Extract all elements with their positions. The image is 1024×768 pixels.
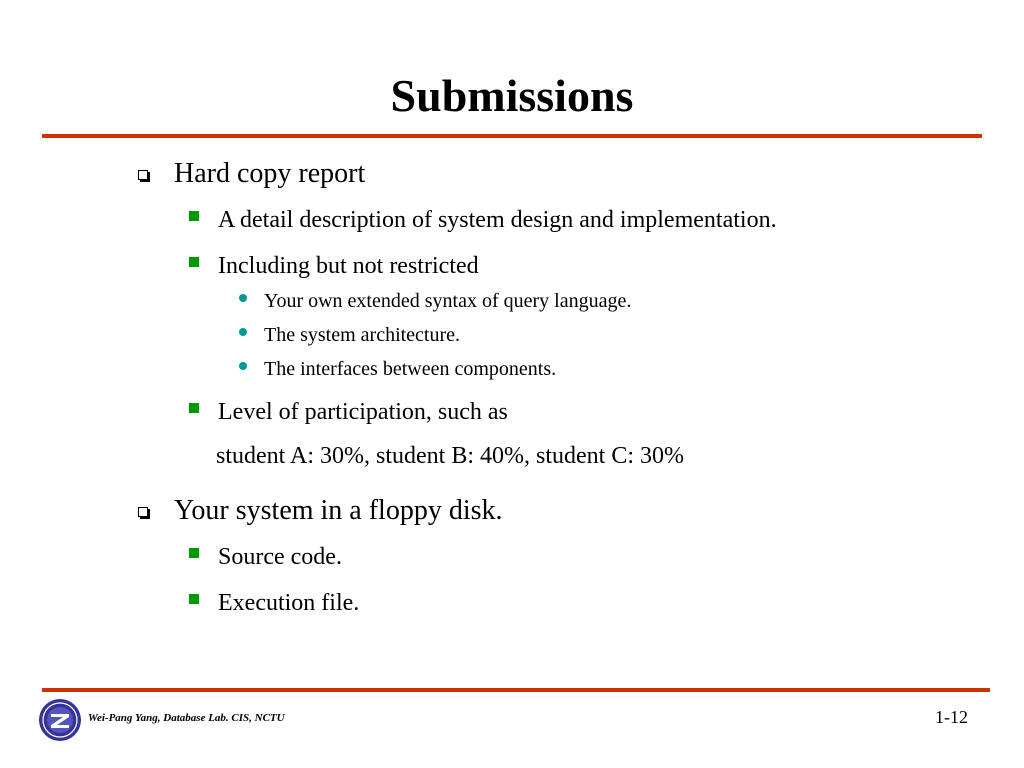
level2-bullet-icon: [189, 211, 199, 221]
footer-divider: [42, 688, 990, 692]
page-number: 1-12: [935, 707, 968, 727]
level2-bullet-icon: [189, 594, 199, 604]
level2-bullet-icon: [189, 257, 199, 267]
title-divider: [42, 134, 982, 138]
level3-bullet-icon: [239, 362, 247, 370]
level1-bullet-icon: [138, 170, 148, 180]
bullet-level2-execution-file: Execution file.: [218, 590, 360, 616]
level3-bullet-icon: [239, 294, 247, 302]
level3-bullet-icon: [239, 328, 247, 336]
footer-credit: Wei-Pang Yang, Database Lab. CIS, NCTU: [88, 712, 285, 724]
bullet-level3-extended-syntax: Your own extended syntax of query language.: [264, 290, 632, 312]
bullet-level2-detail-description: A detail description of system design and implementation.: [218, 207, 777, 233]
bullet-level2-source-code: Source code.: [218, 544, 342, 570]
bullet-level1-floppy-disk: Your system in a floppy disk.: [174, 495, 503, 526]
nctu-logo-icon: [38, 698, 82, 742]
bullet-level2-participation: Level of participation, such as: [218, 399, 508, 425]
bullet-level2-including: Including but not restricted: [218, 253, 479, 279]
participation-continuation: student A: 30%, student B: 40%, student C: 30%: [216, 443, 684, 469]
level2-bullet-icon: [189, 548, 199, 558]
level2-bullet-icon: [189, 403, 199, 413]
slide-title: Submissions: [390, 70, 634, 121]
bullet-level1-hard-copy-report: Hard copy report: [174, 158, 366, 189]
bullet-level3-system-architecture: The system architecture.: [264, 324, 461, 346]
level1-bullet-icon: [138, 507, 148, 517]
bullet-level3-interfaces: The interfaces between components.: [264, 358, 557, 380]
